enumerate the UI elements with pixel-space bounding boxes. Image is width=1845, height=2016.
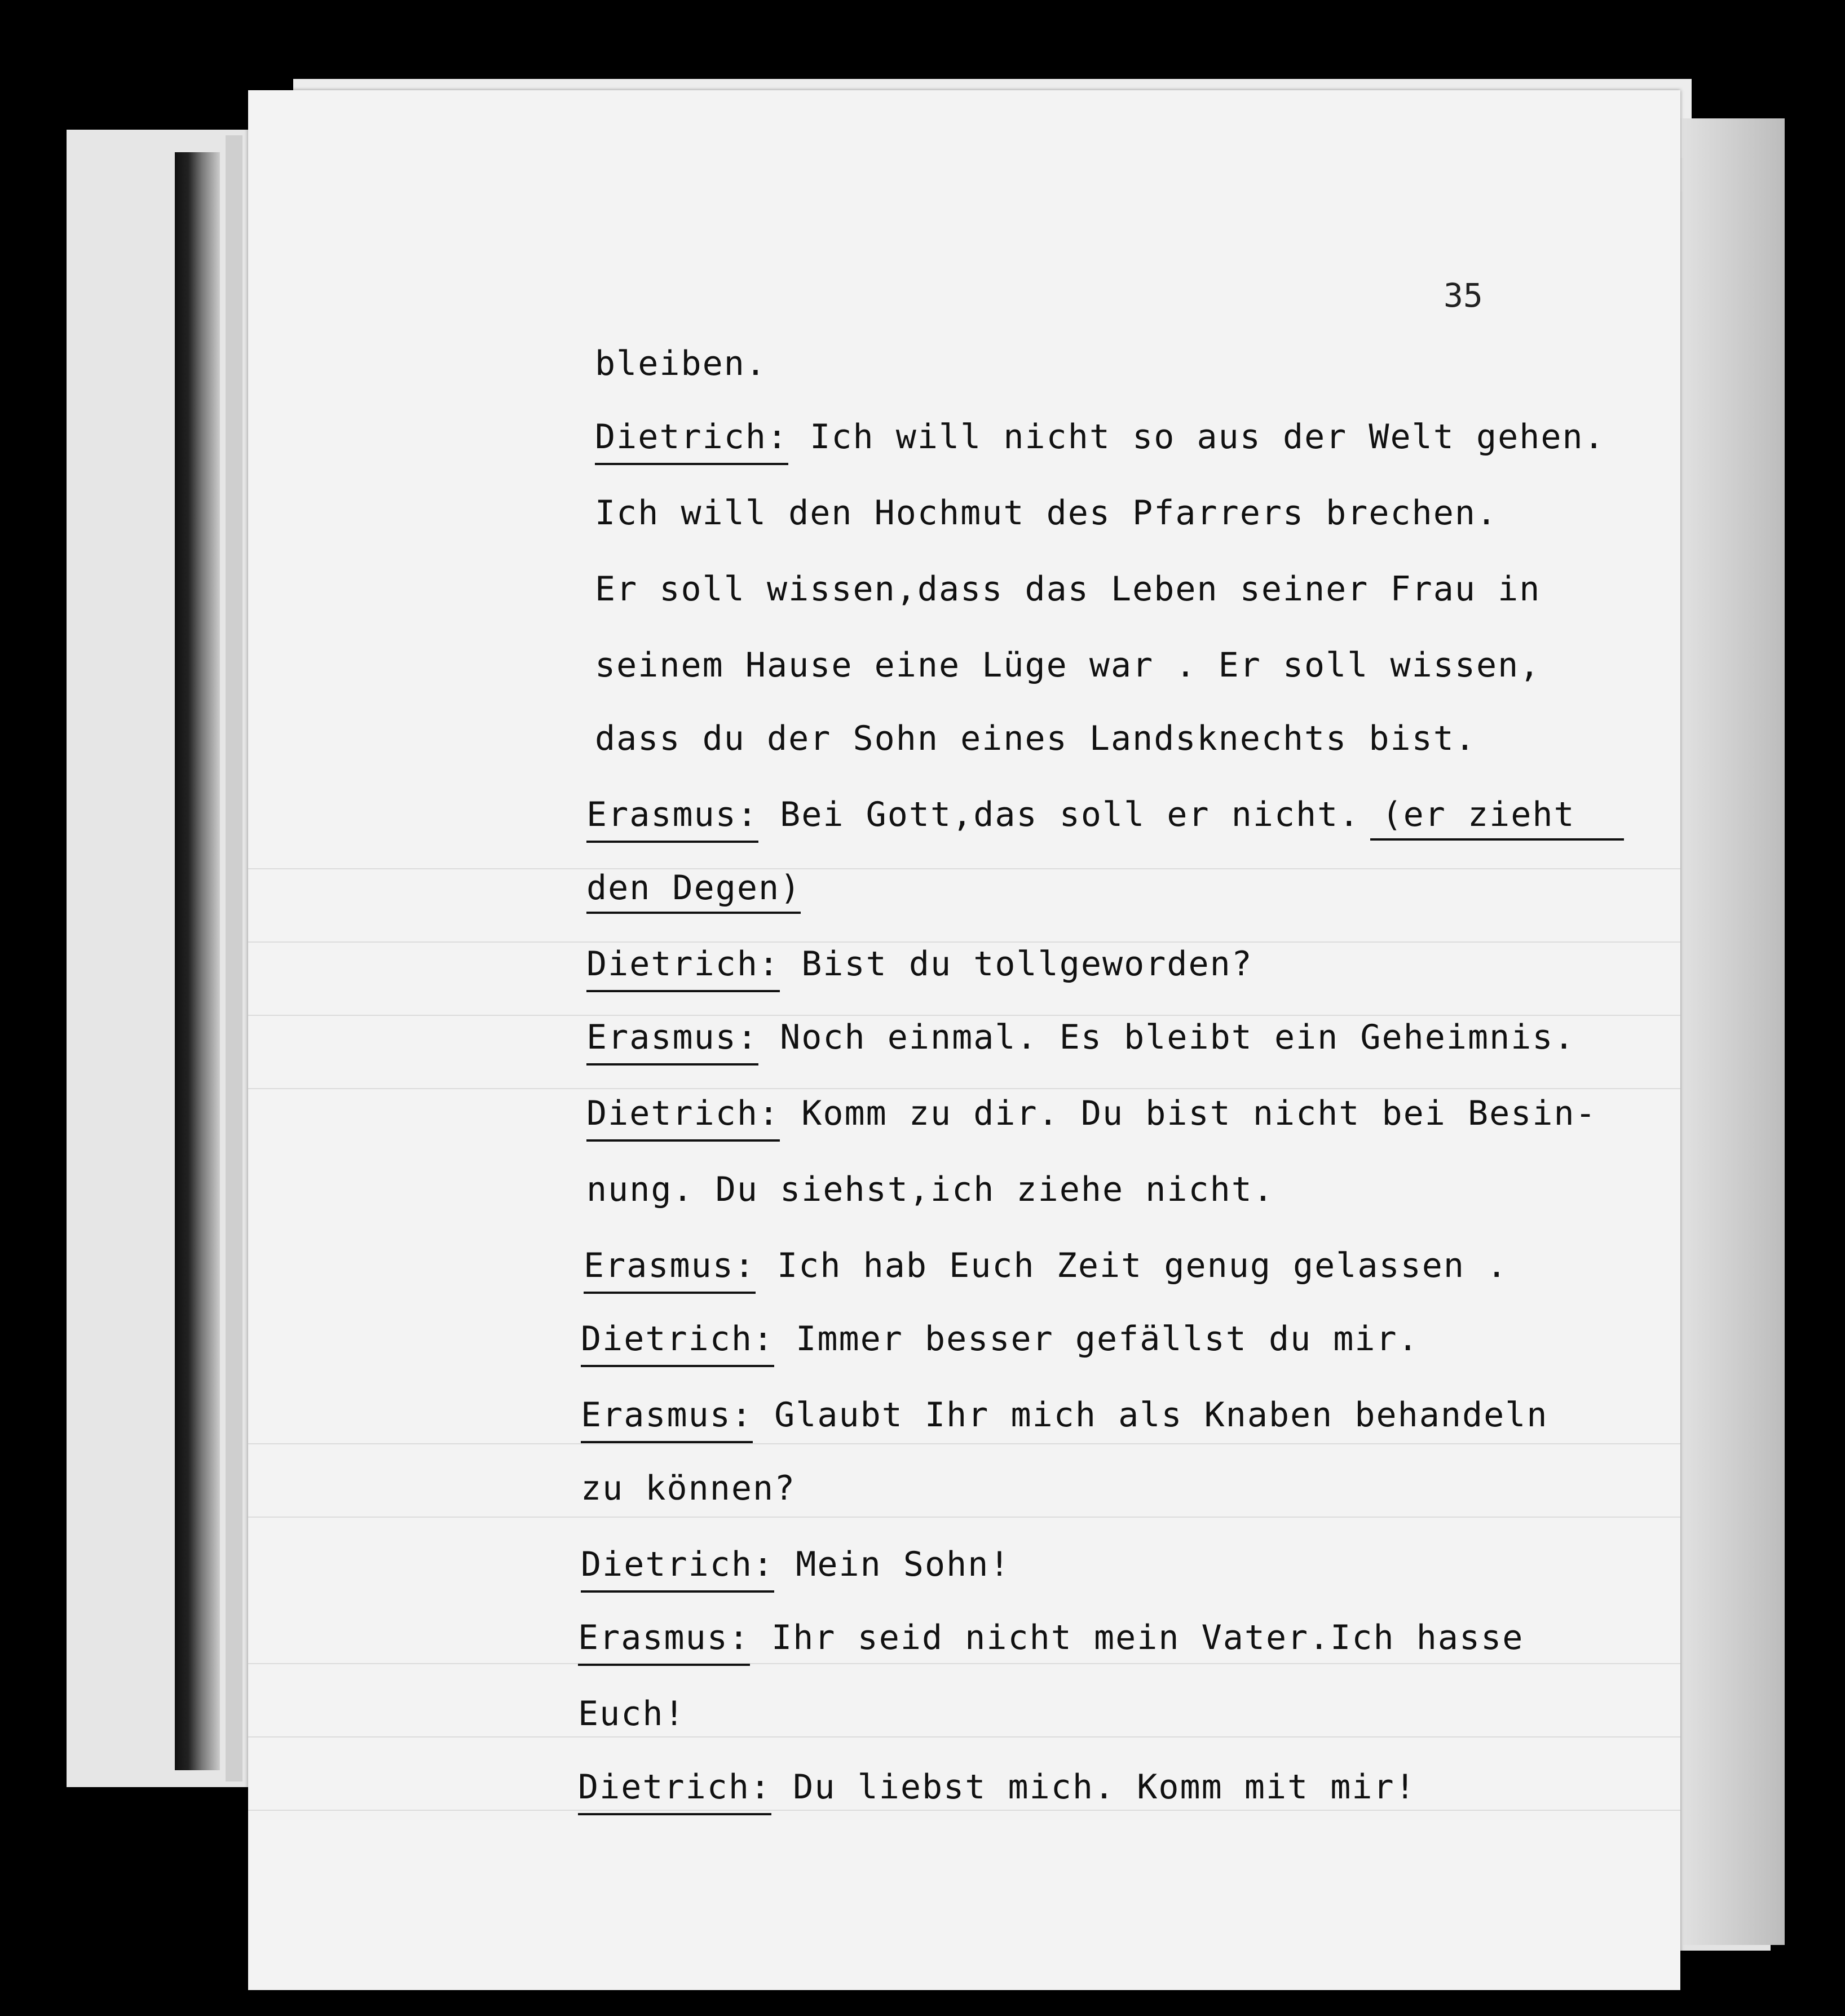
speaker-name: Erasmus:: [586, 792, 758, 837]
speaker-name: Dietrich:: [595, 414, 788, 459]
stage-direction-underline: [586, 912, 801, 914]
ruled-line: [248, 1736, 1680, 1738]
text-line: [586, 865, 801, 910]
dialogue-text: zu können?: [581, 1469, 796, 1508]
dialogue-text: dass du der Sohn eines Landsknechts bist.: [595, 719, 1477, 758]
speaker-name: Dietrich:: [581, 1316, 774, 1361]
speaker-name: Erasmus:: [584, 1243, 756, 1288]
text-line: [595, 490, 1498, 536]
dialogue-text: Mein Sohn!: [774, 1545, 1011, 1584]
text-line: [586, 1091, 1597, 1136]
stage-direction-underline: [1370, 838, 1624, 841]
dialogue-text: Immer besser gefällst du mir.: [774, 1319, 1419, 1359]
text-line: [584, 1243, 1508, 1288]
speaker-name: Erasmus:: [581, 1392, 753, 1438]
text-line: [595, 716, 1476, 761]
dialogue-text: den Degen): [586, 868, 802, 908]
text-line: [586, 1167, 1274, 1212]
dialogue-text: Ich hab Euch Zeit genug gelassen .: [755, 1246, 1508, 1285]
ruled-line: [248, 1663, 1680, 1664]
text-line: [581, 1316, 1419, 1361]
text-line: [586, 941, 1253, 987]
speaker-name: Dietrich:: [586, 1091, 780, 1136]
dialogue-text: Euch!: [578, 1694, 686, 1734]
dialogue-text: Komm zu dir. Du bist nicht bei Besin-: [780, 1094, 1597, 1133]
speaker-name: Erasmus:: [586, 1015, 758, 1060]
dialogue-text: nung. Du siehst,ich ziehe nicht.: [586, 1170, 1274, 1209]
speaker-name: Dietrich:: [578, 1765, 771, 1810]
dialogue-text: Ihr seid nicht mein Vater.Ich hasse: [749, 1618, 1524, 1657]
dialogue-text: Er soll wissen,dass das Leben seiner Frau in: [595, 569, 1541, 609]
dialogue-text: bleiben.: [595, 344, 767, 383]
text-line: [595, 414, 1605, 459]
ruled-line: [248, 1810, 1680, 1811]
dialogue-text: Glaubt Ihr mich als Knaben behandeln: [752, 1395, 1548, 1435]
stacked-page-edges: [1683, 118, 1785, 1945]
ruled-line: [248, 868, 1680, 869]
text-line: [581, 1392, 1548, 1438]
text-line: [586, 792, 1575, 837]
speaker-name: Dietrich:: [581, 1542, 774, 1587]
text-line: [578, 1615, 1524, 1660]
text-line: [595, 341, 767, 386]
ruled-line: [248, 1517, 1680, 1518]
ruled-line: [248, 1443, 1680, 1444]
dialogue-text: Bei Gott,das soll er nicht. (er zieht: [758, 795, 1575, 834]
dialogue-text: seinem Hause eine Lüge war . Er soll wissen,: [595, 646, 1541, 685]
text-line: [581, 1542, 1010, 1587]
dialogue-text: Bist du tollgeworden?: [780, 944, 1253, 984]
text-line: [595, 643, 1541, 688]
left-sheet-edge: [226, 135, 242, 1781]
text-line: [586, 1015, 1575, 1060]
speaker-name: Dietrich:: [586, 941, 780, 987]
dialogue-text: Ich will den Hochmut des Pfarrers brechen.: [595, 493, 1498, 533]
dialogue-text: Du liebst mich. Komm mit mir!: [771, 1767, 1416, 1807]
left-sheet: [67, 130, 253, 1787]
page-number: 35: [1444, 276, 1483, 315]
text-line: [581, 1466, 796, 1511]
dialogue-text: Noch einmal. Es bleibt ein Geheimnis.: [758, 1018, 1575, 1057]
binding-shadow: [175, 152, 220, 1770]
text-line: [595, 567, 1541, 612]
text-line: [578, 1765, 1416, 1810]
typewritten-page: [248, 90, 1680, 1990]
dialogue-text: Ich will nicht so aus der Welt gehen.: [788, 417, 1605, 457]
text-line: [578, 1691, 686, 1736]
ruled-line: [248, 1088, 1680, 1089]
speaker-name: Erasmus:: [578, 1615, 750, 1660]
